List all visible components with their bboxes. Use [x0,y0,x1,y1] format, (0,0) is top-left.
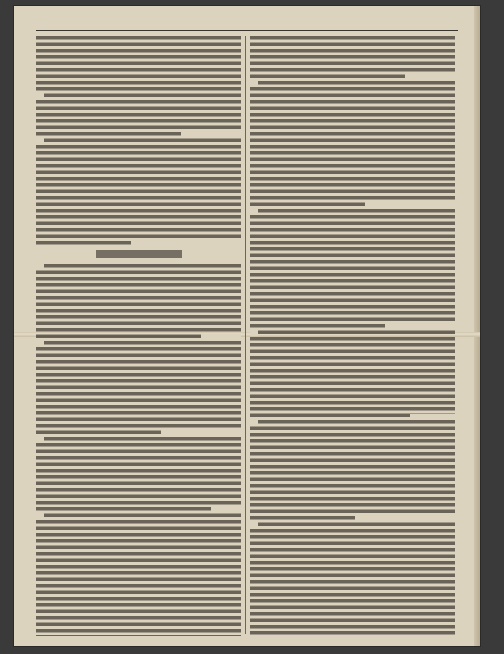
text-block [36,264,241,636]
section-heading [96,250,182,258]
column-divider [245,36,246,634]
text-block [36,36,241,246]
left-column [36,36,241,636]
header-rule [36,30,458,31]
text-block [250,36,455,636]
right-column [250,36,455,636]
page-spine-shadow [474,6,480,646]
page-number [14,15,480,27]
scanned-page [14,6,480,646]
